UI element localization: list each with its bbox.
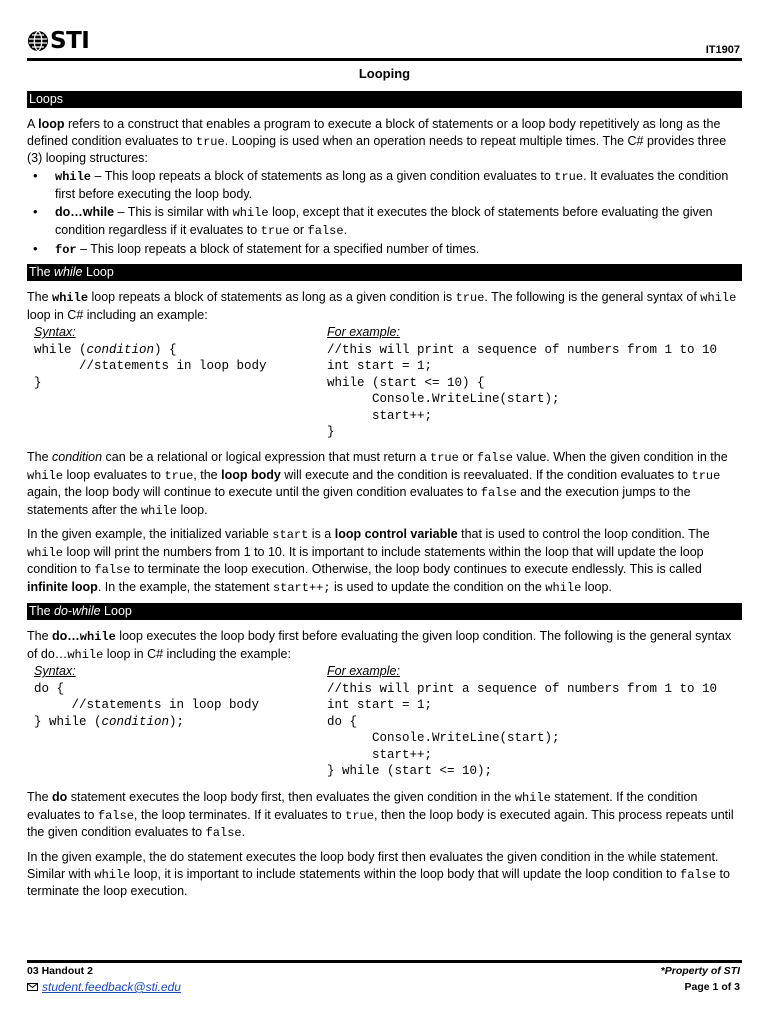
- text: Loop: [82, 265, 114, 279]
- code: ) {: [154, 342, 177, 357]
- text: loop will print the numbers from 1 to 10. It is important to include statements within the loop that will update the loop condition to: [27, 544, 704, 576]
- code: while: [67, 647, 104, 662]
- footer-rule: [27, 960, 742, 963]
- code: condition: [86, 342, 155, 357]
- text: The: [27, 629, 53, 643]
- document-code: IT1907: [705, 44, 740, 56]
- example-label: For example:: [327, 664, 400, 678]
- text: . The following is the general syntax of: [484, 290, 701, 304]
- code: condition: [101, 714, 170, 729]
- code: false: [680, 867, 717, 882]
- code: true: [164, 468, 194, 483]
- text: . Looping is used when an operation needs to repeat multiple times. The C# provides three (3) looping structures:: [27, 133, 727, 165]
- code: while: [27, 545, 64, 560]
- code: while (: [34, 342, 87, 357]
- text: – This is similar with: [114, 205, 233, 219]
- text: loop evaluates to: [63, 467, 165, 482]
- code: while: [79, 630, 116, 644]
- term-loop-body: loop body: [221, 467, 281, 482]
- text: loop.: [176, 502, 208, 517]
- text: refers to a construct that enables a program to execute a block of statements or a loop body repetitively as long as the defined condition evaluates to: [27, 117, 721, 148]
- code: while: [514, 791, 551, 805]
- text: loop, it is important to include statements within the loop body that will update the loop condition to: [130, 866, 681, 881]
- code: false: [307, 223, 344, 238]
- while-intro-paragraph: [27, 289, 740, 323]
- text: loop in C# including an example:: [27, 307, 208, 322]
- syntax-label: Syntax:: [34, 325, 76, 339]
- text: condition: [52, 450, 103, 464]
- syntax-label: Syntax:: [34, 664, 76, 678]
- document-page: [27, 0, 742, 1024]
- page-title: Looping: [358, 66, 411, 81]
- text: loop in C# including the example:: [103, 646, 291, 661]
- term-loop-control-variable: loop control variable: [334, 527, 458, 541]
- code: );: [169, 714, 185, 729]
- code: Console.WriteLine(start);: [327, 392, 560, 406]
- code: }: [327, 425, 335, 439]
- term-loop: loop: [38, 117, 65, 131]
- text: loop, except that it executes the block of statements before evaluating the given condition regardless if it evaluates to: [55, 205, 713, 237]
- code: while: [94, 867, 131, 882]
- do-while-example-block: [327, 663, 717, 780]
- code: true: [260, 223, 290, 238]
- code: while: [545, 580, 582, 595]
- text: . It evaluates the condition first before executing the loop body.: [55, 169, 729, 201]
- code: false: [97, 808, 134, 823]
- section-heading-do-while: [27, 603, 742, 620]
- text: or: [289, 222, 308, 237]
- text: In the given example, the do statement executes the loop body first then evaluates the given condition in the while statement. Similar with: [27, 850, 719, 881]
- code: true: [430, 451, 459, 465]
- code: do {: [327, 714, 358, 729]
- text: A: [27, 117, 39, 131]
- term-infinite-loop: infinite loop: [27, 579, 98, 594]
- keyword: do: [52, 790, 68, 804]
- text: – This loop repeats a block of statements as long as a given condition evaluates to: [91, 169, 555, 183]
- code: Console.WriteLine(start);: [327, 731, 560, 745]
- sti-logo-icon: [27, 30, 49, 52]
- code: false: [94, 563, 131, 577]
- code: start++;: [272, 580, 331, 595]
- while-syntax-block: [34, 324, 267, 391]
- sti-logo: [27, 28, 89, 54]
- text: The: [27, 790, 53, 804]
- page-header: [27, 28, 742, 58]
- code: true: [345, 808, 374, 823]
- keyword: for: [55, 243, 77, 257]
- text: will execute and the condition is reevaluated. If the condition evaluates to: [280, 467, 692, 482]
- code: while: [52, 291, 89, 305]
- code: //this will print a sequence of numbers from 1 to 10: [327, 342, 718, 357]
- page-number: Page 1 of 3: [684, 981, 740, 993]
- while-example-explanation: [27, 526, 740, 596]
- code: } while (start <= 10);: [327, 764, 493, 778]
- text: loop executes the loop body first before evaluating the given loop condition. The following is the general syntax of do…: [27, 629, 732, 661]
- code: start++;: [327, 408, 433, 423]
- text: loop repeats a block of statements as long as a given condition is: [88, 290, 456, 304]
- text: .: [343, 222, 348, 237]
- text: statement executes the loop body first, then evaluates the given condition in the: [67, 790, 515, 804]
- text: , then the loop body is executed again. This process repeats until the given condition evaluates to: [27, 807, 734, 839]
- text: statement. If the condition evaluates to: [27, 790, 698, 822]
- feedback-email: [27, 980, 181, 994]
- text: to terminate the loop execution.: [27, 866, 730, 898]
- section-heading-while: [27, 264, 742, 281]
- handout-label: 03 Handout 2: [27, 965, 93, 977]
- do-statement-paragraph: [27, 789, 740, 842]
- code: false: [205, 826, 242, 840]
- code: //statements in loop body: [34, 698, 260, 712]
- code: while: [27, 468, 64, 483]
- feedback-email-link[interactable]: student.feedback@sti.edu: [42, 980, 181, 994]
- while-example-block: [327, 324, 717, 441]
- code-true: true: [195, 134, 225, 149]
- text: while: [54, 265, 83, 279]
- section-heading-loops: [27, 91, 742, 108]
- code: int start = 1;: [327, 359, 433, 373]
- code: int start = 1;: [327, 698, 433, 712]
- code: do {: [34, 681, 65, 696]
- text: to terminate the loop execution. Otherwise, the loop body continues to execute endlessly. This is called: [130, 562, 702, 576]
- looping-structures-list: [27, 168, 740, 261]
- while-condition-paragraph: [27, 449, 740, 519]
- code: while: [700, 291, 737, 305]
- code: true: [691, 468, 721, 483]
- text: do-while: [54, 604, 101, 618]
- do-while-syntax-block: [34, 663, 259, 730]
- text: again, the loop body will continue to execute until the given condition evaluates to: [27, 485, 481, 499]
- text: , the: [193, 467, 222, 482]
- code: start++;: [327, 747, 433, 762]
- code: true: [455, 291, 485, 305]
- header-rule: [27, 58, 742, 61]
- list-item-while: [27, 168, 740, 202]
- section-heading-text: Loops: [29, 92, 64, 106]
- list-item-for: [27, 241, 740, 259]
- text: Loop: [100, 604, 132, 618]
- text: – This loop repeats a block of statement for a specified number of times.: [76, 242, 480, 256]
- text: and the execution jumps to the statements after the: [27, 485, 691, 517]
- text: is used to update the condition on the: [330, 579, 546, 594]
- text: The: [27, 450, 53, 464]
- text: or: [458, 450, 477, 464]
- text: The: [29, 265, 55, 279]
- code: false: [476, 451, 513, 465]
- keyword: do…while: [55, 205, 115, 219]
- code: //statements in loop body: [34, 359, 267, 373]
- text: .: [241, 825, 246, 839]
- code: start: [272, 528, 309, 542]
- do-while-example-explanation: [27, 849, 740, 900]
- logo-text: STI: [50, 28, 90, 54]
- code: } while (: [34, 714, 102, 729]
- list-item-do-while: [27, 204, 740, 239]
- text: The: [27, 290, 53, 304]
- text: , the loop terminates. If it evaluates to: [133, 807, 346, 822]
- property-notice: *Property of STI: [660, 965, 740, 977]
- code: false: [480, 486, 517, 500]
- code: }: [34, 375, 42, 390]
- text: that is used to control the loop condition. The: [457, 527, 710, 541]
- code: true: [554, 170, 584, 184]
- text: value. When the given condition in the: [512, 450, 728, 464]
- text: In the given example, the initialized variable: [27, 527, 273, 541]
- keyword: do…: [52, 629, 80, 643]
- text: is a: [308, 527, 335, 541]
- text: can be a relational or logical expression that must return a: [102, 450, 431, 464]
- text: loop.: [581, 579, 612, 594]
- code: while (start <= 10) {: [327, 375, 485, 390]
- example-label: For example:: [327, 325, 400, 339]
- code: while: [232, 206, 269, 220]
- do-while-intro-paragraph: [27, 628, 740, 663]
- intro-paragraph: [27, 116, 740, 167]
- code: //this will print a sequence of numbers from 1 to 10: [327, 681, 718, 696]
- text: The: [29, 604, 55, 618]
- envelope-icon: [27, 983, 38, 991]
- code: while: [140, 503, 177, 518]
- text: . In the example, the statement: [97, 579, 273, 594]
- keyword: while: [55, 170, 92, 184]
